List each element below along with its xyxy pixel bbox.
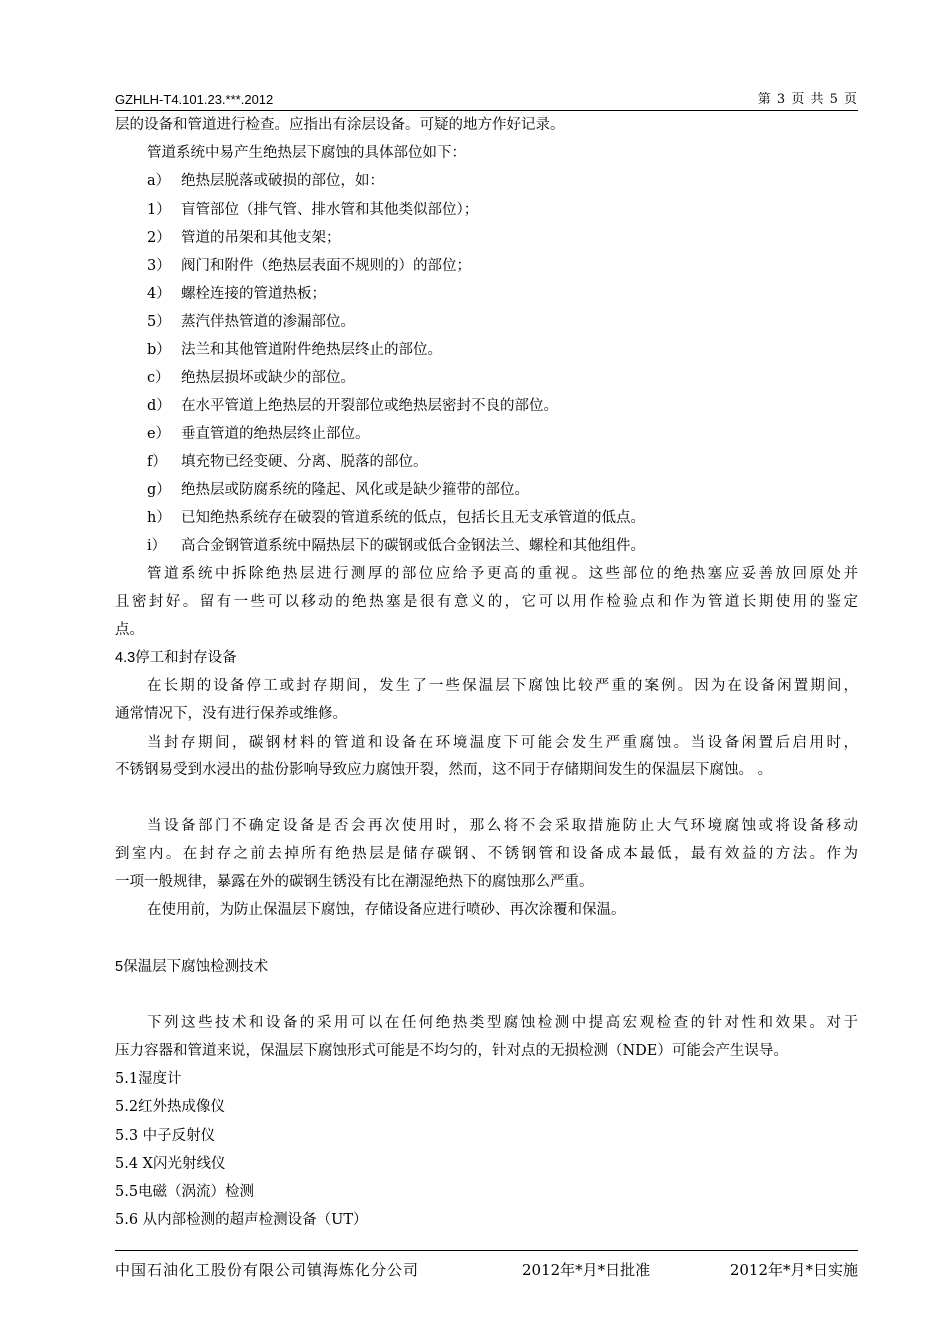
document-code: GZHLH-T4.101.23.***.2012 (115, 92, 274, 107)
paragraph-line: 下列这些技术和设备的采用可以在任何绝热类型腐蚀检测中提高宏观检查的针对性和效果。对于 (147, 1015, 858, 1031)
list-item (147, 422, 370, 446)
list-marker: g） (147, 482, 171, 498)
paragraph-line: 不锈钢易受到水浸出的盐份影响导致应力腐蚀开裂，然而，这不同于存储期间发生的保温层下腐蚀。 。 (115, 762, 773, 778)
paragraph-line: 管道系统中拆除绝热层进行测厚的部位应给予更高的重视。这些部位的绝热塞应妥善放回原处并 (147, 566, 858, 582)
list-item-text: 管道的吊架和其他支架； (181, 230, 341, 246)
list-marker: i） (147, 538, 167, 554)
list-item-text: 螺栓连接的管道热板； (181, 286, 326, 302)
page-header (115, 90, 858, 111)
list-item (147, 310, 355, 334)
subsection-item: 5.6 从内部检测的超声检测设备（UT） (115, 1212, 368, 1228)
subsection-item: 5.5电磁（涡流）检测 (115, 1184, 255, 1200)
list-marker: d） (147, 398, 171, 414)
list-item (147, 282, 326, 306)
list-item (147, 366, 355, 390)
paragraph-line: 当设备部门不确定设备是否会再次使用时，那么将不会采取措施防止大气环境腐蚀或将设备移动 (147, 818, 858, 834)
subsection-item: 5.4 X闪光射线仪 (115, 1156, 226, 1172)
list-marker: b） (147, 342, 171, 358)
subsection-item: 5.1湿度计 (115, 1071, 182, 1087)
paragraph-line: 在长期的设备停工或封存期间，发生了一些保温层下腐蚀比较严重的案例。因为在设备闲置期间， (147, 678, 858, 694)
list-item-text: 垂直管道的绝热层终止部位。 (181, 426, 370, 442)
list-item-text: 阀门和附件（绝热层表面不规则的）的部位； (181, 258, 471, 274)
page-footer (115, 1250, 858, 1281)
page-number: 第 3 页 共 5 页 (757, 92, 858, 107)
paragraph-line: 压力容器和管道来说，保温层下腐蚀形式可能是不均匀的，针对点的无损检测（NDE）可能会产生误导。 (115, 1043, 788, 1059)
list-marker: a） (147, 173, 171, 189)
section-heading: 4.3停工和封存设备 (115, 650, 237, 666)
list-item (147, 394, 558, 418)
list-marker: 4） (147, 286, 171, 302)
list-marker: 3） (147, 258, 171, 274)
paragraph-line: 管道系统中易产生绝热层下腐蚀的具体部位如下： (147, 145, 466, 161)
section-heading: 5保温层下腐蚀检测技术 (115, 959, 269, 975)
list-item-text: 绝热层或防腐系统的隆起、风化或是缺少箍带的部位。 (181, 482, 529, 498)
list-item (147, 198, 478, 222)
list-item-text: 绝热层损坏或缺少的部位。 (181, 370, 355, 386)
list-item (147, 226, 341, 250)
list-item-text: 法兰和其他管道附件绝热层终止的部位。 (181, 342, 442, 358)
list-item-text: 绝热层脱落或破损的部位，如： (181, 173, 384, 189)
list-item (147, 534, 645, 558)
list-marker: e） (147, 426, 171, 442)
approval-date: 2012年*月*日批准 (522, 1261, 651, 1279)
list-item (147, 338, 442, 362)
subsection-item: 5.2红外热成像仪 (115, 1099, 226, 1115)
paragraph-line: 通常情况下，没有进行保养或维修。 (115, 706, 347, 722)
list-item-text: 高合金钢管道系统中隔热层下的碳钢或低合金钢法兰、螺栓和其他组件。 (181, 538, 645, 554)
implementation-date: 2012年*月*日实施 (729, 1261, 858, 1279)
list-item (147, 169, 384, 193)
paragraph-line: 点。 (115, 622, 144, 638)
list-marker: h） (147, 510, 171, 526)
list-marker: 1） (147, 202, 171, 218)
subsection-item: 5.3 中子反射仪 (115, 1128, 216, 1144)
list-marker: f） (147, 454, 167, 470)
list-item (147, 478, 529, 502)
list-marker: c） (147, 370, 170, 386)
list-marker: 5） (147, 314, 171, 330)
list-item-text: 填充物已经变硬、分离、脱落的部位。 (181, 454, 428, 470)
list-item-text: 盲管部位（排气管、排水管和其他类似部位）； (181, 202, 479, 218)
paragraph-line: 且密封好。留有一些可以移动的绝热塞是很有意义的，它可以用作检验点和作为管道长期使用的鉴定 (115, 594, 858, 610)
list-item (147, 450, 428, 474)
list-item (147, 254, 471, 278)
paragraph-line: 到室内。在封存之前去掉所有绝热层是储存碳钢、不锈钢管和设备成本最低，最有效益的方法。作为 (115, 846, 858, 862)
list-item-text: 已知绝热系统存在破裂的管道系统的低点，包括长且无支承管道的低点。 (181, 510, 645, 526)
paragraph-line: 一项一般规律，暴露在外的碳钢生锈没有比在潮湿绝热下的腐蚀那么严重。 (115, 874, 594, 890)
list-marker: 2） (147, 230, 171, 246)
paragraph-line: 当封存期间，碳钢材料的管道和设备在环境温度下可能会发生严重腐蚀。当设备闲置后启用时， (147, 735, 858, 751)
list-item-text: 蒸汽伴热管道的渗漏部位。 (181, 314, 355, 330)
paragraph-line: 层的设备和管道进行检查。应指出有涂层设备。可疑的地方作好记录。 (115, 117, 565, 133)
list-item-text: 在水平管道上绝热层的开裂部位或绝热层密封不良的部位。 (181, 398, 558, 414)
company-name: 中国石油化工股份有限公司镇海炼化分公司 (115, 1261, 420, 1279)
paragraph-line: 在使用前，为防止保温层下腐蚀，存储设备应进行喷砂、再次涂覆和保温。 (147, 902, 626, 918)
list-item (147, 506, 645, 530)
